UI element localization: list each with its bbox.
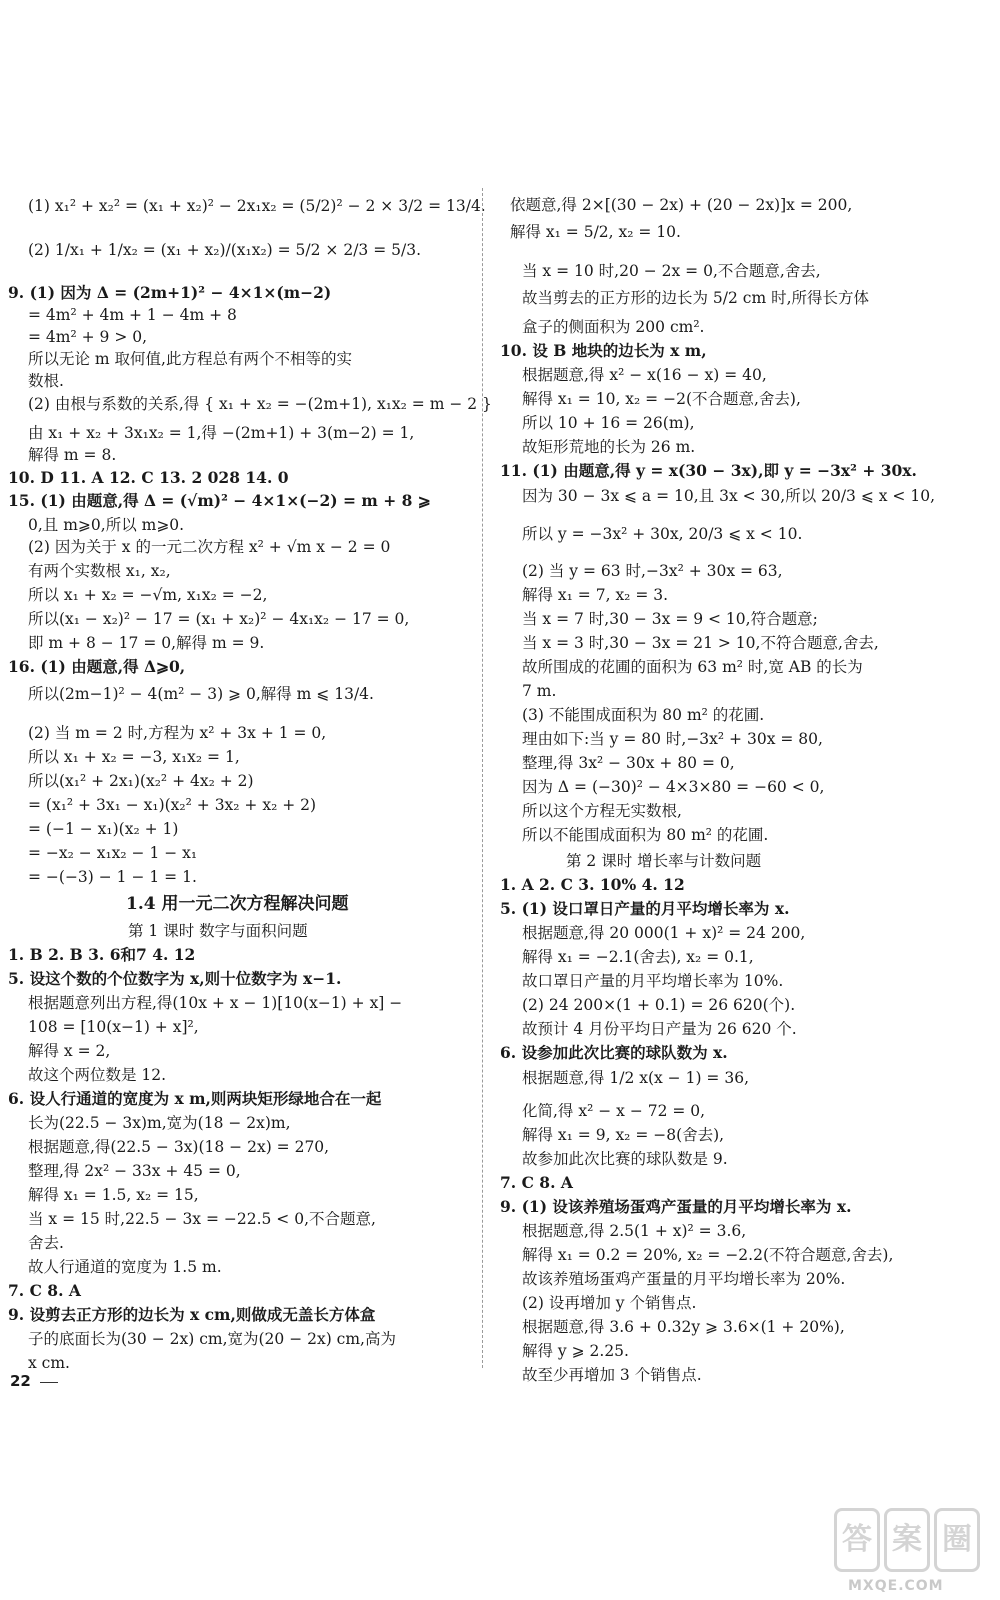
right-answer-line: (3) 不能围成面积为 80 m² 的花圃.	[522, 706, 765, 724]
left-answer-line: 根据题意,得(22.5 − 3x)(18 − 2x) = 270,	[28, 1138, 330, 1156]
right-answer-line: 10. 设 B 地块的边长为 x m,	[500, 341, 707, 360]
left-answer-line: 第 1 课时 数字与面积问题	[128, 922, 308, 940]
right-answer-line: 解得 x₁ = 5/2, x₂ = 10.	[510, 223, 681, 241]
left-answer-line: 故人行通道的宽度为 1.5 m.	[28, 1258, 222, 1276]
right-answer-line: 解得 x₁ = 7, x₂ = 3.	[522, 586, 669, 604]
right-answer-line: 所以不能围成面积为 80 m² 的花圃.	[522, 826, 769, 844]
right-answer-line: 第 2 课时 增长率与计数问题	[566, 852, 762, 870]
right-answer-line: 故预计 4 月份平均日产量为 26 620 个.	[522, 1020, 797, 1038]
right-answer-line: 当 x = 3 时,30 − 3x = 21 > 10,不符合题意,舍去,	[522, 634, 879, 652]
right-answer-line: 因为 30 − 3x ⩽ a = 10,且 3x < 30,所以 20/3 ⩽ x < 10,	[522, 487, 935, 505]
right-answer-line: 解得 x₁ = −2.1(舍去), x₂ = 0.1,	[522, 948, 754, 966]
right-answer-line: 9. (1) 设该养殖场蛋鸡产蛋量的月平均增长率为 x.	[500, 1197, 852, 1216]
right-answer-line: (2) 设再增加 y 个销售点.	[522, 1294, 697, 1312]
right-answer-line: 故该养殖场蛋鸡产蛋量的月平均增长率为 20%.	[522, 1270, 846, 1288]
right-answer-line: 故参加此次比赛的球队数是 9.	[522, 1150, 728, 1168]
left-answer-line: 0,且 m⩾0,所以 m⩾0.	[28, 516, 185, 534]
right-answer-line: 解得 x₁ = 9, x₂ = −8(舍去),	[522, 1126, 725, 1144]
left-answer-line: 长为(22.5 − 3x)m,宽为(18 − 2x)m,	[28, 1114, 291, 1132]
right-answer-line: 根据题意,得 20 000(1 + x)² = 24 200,	[522, 924, 806, 942]
left-answer-line: 所以(x₁ − x₂)² − 17 = (x₁ + x₂)² − 4x₁x₂ − 17 = 0,	[28, 610, 410, 628]
left-answer-line: = (−1 − x₁)(x₂ + 1)	[28, 820, 179, 838]
left-answer-line: 解得 x = 2,	[28, 1042, 111, 1060]
left-answer-line: 子的底面长为(30 − 2x) cm,宽为(20 − 2x) cm,高为	[28, 1330, 396, 1348]
left-answer-line: 15. (1) 由题意,得 Δ = (√m)² − 4×1×(−2) = m + 8 ⩾	[8, 491, 431, 510]
left-answer-line: (2) 当 m = 2 时,方程为 x² + 3x + 1 = 0,	[28, 724, 327, 742]
right-answer-line: 理由如下:当 y = 80 时,−3x² + 30x = 80,	[522, 730, 823, 748]
left-answer-line: 10. D 11. A 12. C 13. 2 028 14. 0	[8, 468, 289, 487]
right-answer-line: 依题意,得 2×[(30 − 2x) + (20 − 2x)]x = 200,	[510, 196, 853, 214]
right-answer-line: 当 x = 7 时,30 − 3x = 9 < 10,符合题意;	[522, 610, 818, 628]
left-answer-line: 16. (1) 由题意,得 Δ⩾0,	[8, 657, 186, 676]
left-answer-line: = 4m² + 4m + 1 − 4m + 8	[28, 306, 237, 324]
right-answer-line: 6. 设参加此次比赛的球队数为 x.	[500, 1043, 728, 1062]
watermark-char-2: 案	[884, 1508, 930, 1572]
left-answer-line: 108 = [10(x−1) + x]²,	[28, 1018, 199, 1036]
left-answer-line: (2) 1/x₁ + 1/x₂ = (x₁ + x₂)/(x₁x₂) = 5/2 × 2/3 = 5/3.	[28, 241, 422, 259]
right-answer-line: 解得 x₁ = 0.2 = 20%, x₂ = −2.2(不符合题意,舍去),	[522, 1246, 894, 1264]
left-answer-line: 7. C 8. A	[8, 1281, 81, 1300]
right-answer-line: 1. A 2. C 3. 10% 4. 12	[500, 875, 685, 894]
left-answer-line: 当 x = 15 时,22.5 − 3x = −22.5 < 0,不合题意,	[28, 1210, 376, 1228]
left-answer-line: = 4m² + 9 > 0,	[28, 328, 148, 346]
left-answer-line: 所以 x₁ + x₂ = −3, x₁x₂ = 1,	[28, 748, 240, 766]
right-answer-line: 故矩形荒地的长为 26 m.	[522, 438, 696, 456]
right-answer-line: 当 x = 10 时,20 − 2x = 0,不合题意,舍去,	[522, 262, 821, 280]
right-answer-line: 因为 Δ = (−30)² − 4×3×80 = −60 < 0,	[522, 778, 825, 796]
right-answer-line: 根据题意,得 1/2 x(x − 1) = 36,	[522, 1069, 749, 1087]
right-answer-line: 盒子的侧面积为 200 cm².	[522, 318, 705, 336]
left-answer-line: 故这个两位数是 12.	[28, 1066, 167, 1084]
right-answer-line: 解得 y ⩾ 2.25.	[522, 1342, 629, 1360]
left-answer-line: = −(−3) − 1 − 1 = 1.	[28, 868, 197, 886]
left-answer-line: 9. 设剪去正方形的边长为 x cm,则做成无盖长方体盒	[8, 1305, 376, 1324]
right-answer-line: 解得 x₁ = 10, x₂ = −2(不合题意,舍去),	[522, 390, 801, 408]
left-answer-line: (1) x₁² + x₂² = (x₁ + x₂)² − 2x₁x₂ = (5/2)² − 2 × 3/2 = 13/4.	[28, 197, 486, 215]
left-answer-line: 9. (1) 因为 Δ = (2m+1)² − 4×1×(m−2)	[8, 283, 332, 302]
right-answer-line: 5. (1) 设口罩日产量的月平均增长率为 x.	[500, 899, 790, 918]
left-answer-line: = −x₂ − x₁x₂ − 1 − x₁	[28, 844, 198, 862]
watermark-char-3: 圈	[934, 1508, 980, 1572]
left-answer-line: 1. B 2. B 3. 6和7 4. 12	[8, 945, 196, 964]
left-answer-line: (2) 由根与系数的关系,得 { x₁ + x₂ = −(2m+1), x₁x₂ = m − 2 }	[28, 395, 492, 413]
left-answer-line: 所以(x₁² + 2x₁)(x₂² + 4x₂ + 2)	[28, 772, 254, 790]
left-answer-line: (2) 因为关于 x 的一元二次方程 x² + √m x − 2 = 0	[28, 538, 391, 556]
right-answer-line: 故口罩日产量的月平均增长率为 10%.	[522, 972, 784, 990]
right-answer-line: 根据题意,得 2.5(1 + x)² = 3.6,	[522, 1222, 747, 1240]
left-answer-line: 由 x₁ + x₂ + 3x₁x₂ = 1,得 −(2m+1) + 3(m−2) = 1,	[28, 424, 415, 442]
right-answer-line: 所以 y = −3x² + 30x, 20/3 ⩽ x < 10.	[522, 525, 803, 543]
column-divider	[482, 188, 483, 1368]
right-answer-line: (2) 24 200×(1 + 0.1) = 26 620(个).	[522, 996, 796, 1014]
left-answer-line: 整理,得 2x² − 33x + 45 = 0,	[28, 1162, 241, 1180]
left-answer-line: 所以无论 m 取何值,此方程总有两个不相等的实	[28, 350, 352, 368]
watermark-url: MXQE.COM	[848, 1578, 944, 1594]
page-number-rule	[40, 1382, 58, 1383]
right-answer-line: 根据题意,得 x² − x(16 − x) = 40,	[522, 366, 767, 384]
page-number: 22	[10, 1372, 31, 1390]
left-answer-line: 1.4 用一元二次方程解决问题	[126, 894, 349, 914]
right-answer-line: 7 m.	[522, 682, 557, 700]
left-answer-line: 舍去.	[28, 1234, 64, 1252]
left-answer-line: 解得 x₁ = 1.5, x₂ = 15,	[28, 1186, 199, 1204]
right-answer-line: 故当剪去的正方形的边长为 5/2 cm 时,所得长方体	[522, 289, 870, 307]
right-answer-line: 故至少再增加 3 个销售点.	[522, 1366, 702, 1384]
right-answer-line: 11. (1) 由题意,得 y = x(30 − 3x),即 y = −3x² + 30x.	[500, 461, 917, 480]
left-answer-line: 即 m + 8 − 17 = 0,解得 m = 9.	[28, 634, 265, 652]
left-answer-line: 所以 x₁ + x₂ = −√m, x₁x₂ = −2,	[28, 586, 268, 604]
left-answer-line: x cm.	[28, 1354, 70, 1372]
right-answer-line: 7. C 8. A	[500, 1173, 573, 1192]
right-answer-line: 根据题意,得 3.6 + 0.32y ⩾ 3.6×(1 + 20%),	[522, 1318, 845, 1336]
right-answer-line: 故所围成的花圃的面积为 63 m² 时,宽 AB 的长为	[522, 658, 863, 676]
left-answer-line: 5. 设这个数的个位数字为 x,则十位数字为 x−1.	[8, 969, 342, 988]
left-answer-line: 数根.	[28, 372, 64, 390]
left-answer-line: = (x₁² + 3x₁ − x₁)(x₂² + 3x₂ + x₂ + 2)	[28, 796, 317, 814]
right-answer-line: 所以 10 + 16 = 26(m),	[522, 414, 695, 432]
watermark-char-1: 答	[834, 1508, 880, 1572]
left-answer-line: 根据题意列出方程,得(10x + x − 1)[10(x−1) + x] −	[28, 994, 403, 1012]
left-answer-line: 有两个实数根 x₁, x₂,	[28, 562, 171, 580]
right-answer-line: 所以这个方程无实数根,	[522, 802, 682, 820]
right-answer-line: 整理,得 3x² − 30x + 80 = 0,	[522, 754, 735, 772]
right-answer-line: 化简,得 x² − x − 72 = 0,	[522, 1102, 706, 1120]
left-answer-line: 6. 设人行通道的宽度为 x m,则两块矩形绿地合在一起	[8, 1089, 382, 1108]
left-answer-line: 解得 m = 8.	[28, 446, 117, 464]
right-answer-line: (2) 当 y = 63 时,−3x² + 30x = 63,	[522, 562, 783, 580]
left-answer-line: 所以(2m−1)² − 4(m² − 3) ⩾ 0,解得 m ⩽ 13/4.	[28, 685, 374, 703]
